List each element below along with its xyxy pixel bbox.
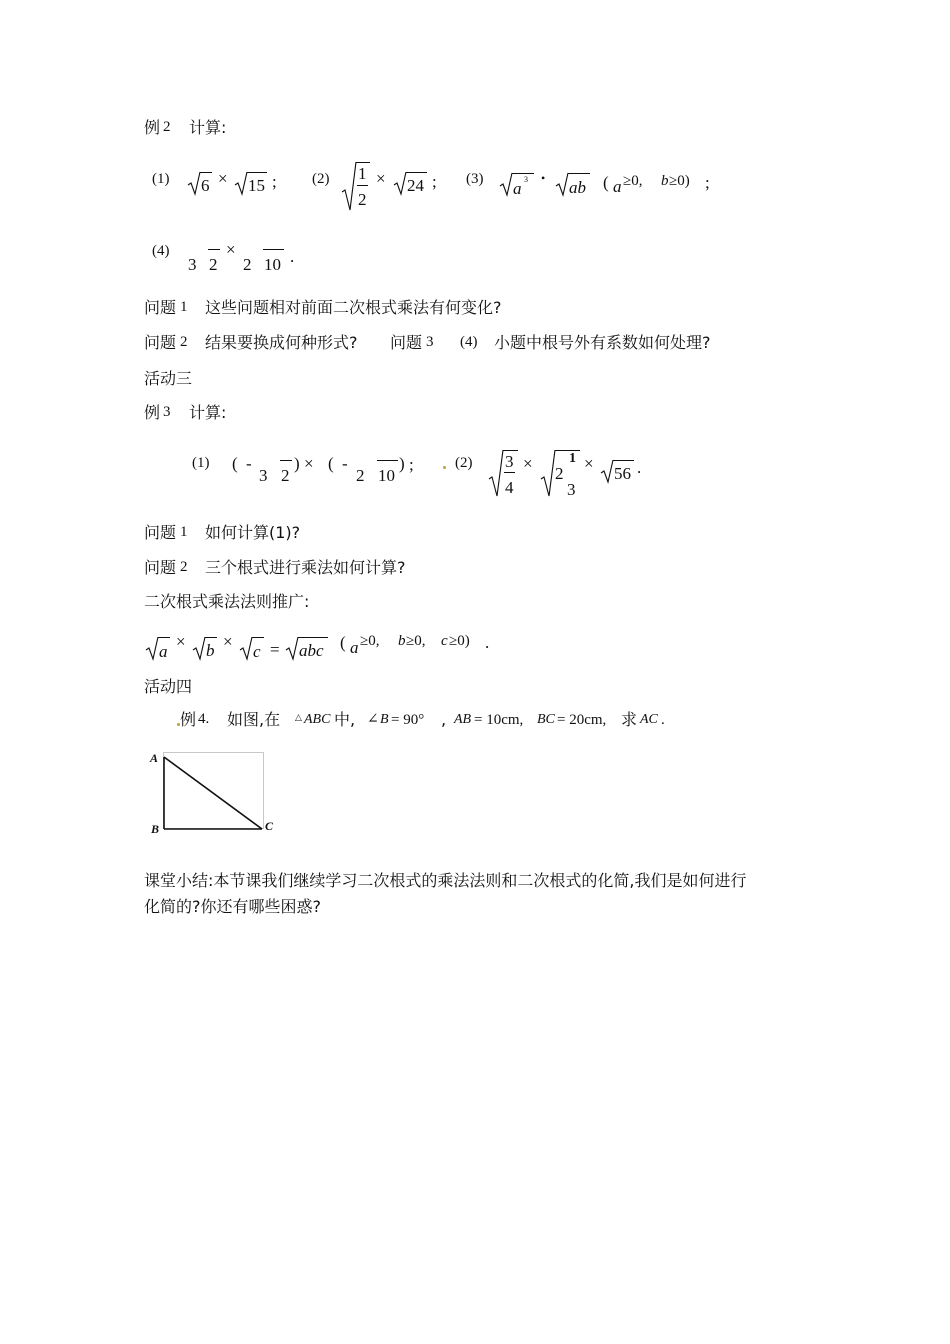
vinculum — [503, 450, 518, 451]
condition-var: b — [661, 173, 669, 189]
segment-value: = 20cm, — [557, 712, 607, 728]
problem-number: (3) — [466, 171, 484, 187]
example-title: 计算: — [189, 403, 227, 422]
vinculum — [158, 637, 170, 638]
question-text: 结果要换成何种形式? — [205, 333, 358, 352]
question-label: 问题 — [144, 298, 177, 317]
segment-name: BC — [537, 712, 555, 727]
condition-text: ≥0, — [623, 173, 643, 189]
radicand: 24 — [407, 176, 424, 195]
fraction-numerator: 3 — [505, 452, 514, 471]
comma: , — [441, 710, 447, 729]
radical-sign-icon — [394, 172, 408, 196]
fraction-bar — [504, 472, 515, 473]
times-symbol: × — [223, 632, 233, 651]
activity-3-heading: 活动三 — [144, 369, 193, 388]
example-label: 例 — [144, 118, 161, 137]
radicand: c — [253, 642, 261, 661]
problem-number: (1) — [192, 455, 210, 471]
radical-sign-icon — [188, 172, 202, 196]
example-number: 3 — [163, 404, 171, 420]
radicand: 6 — [201, 176, 210, 195]
question-text: 三个根式进行乘法如何计算? — [205, 558, 406, 577]
separator: ; — [705, 173, 710, 192]
segment-name: AC — [640, 712, 658, 727]
question-number: 2 — [180, 334, 188, 350]
radicand: a — [513, 179, 522, 198]
condition-var: c — [441, 633, 448, 649]
problem-number: (2) — [312, 171, 330, 187]
multiply-dot: • — [541, 171, 546, 185]
fraction-bar — [357, 185, 368, 186]
times-symbol: × — [226, 240, 236, 259]
times-symbol: × — [218, 169, 228, 188]
coefficient: 2 — [356, 466, 365, 485]
condition-var: a — [613, 177, 622, 196]
condition-text: ≥0) — [449, 633, 470, 649]
question-number: 1 — [180, 524, 188, 540]
minus-sign: - — [246, 454, 252, 473]
vinculum — [252, 637, 264, 638]
segment-name: AB — [454, 712, 472, 727]
radicand: ab — [569, 178, 586, 197]
question-text: 如何计算(1)? — [205, 523, 301, 542]
radicand: 2 — [209, 255, 218, 274]
vertex-label-a: A — [150, 751, 159, 765]
separator: ; — [272, 172, 277, 191]
example-label: 例 — [144, 403, 161, 422]
angle-vertex: B — [380, 712, 389, 727]
vinculum — [247, 172, 267, 173]
condition-paren: ( — [603, 173, 609, 192]
example-number: 4. — [198, 711, 210, 727]
angle-value: = 90° — [391, 712, 425, 728]
generalization-title: 二次根式乘法法则推广: — [144, 592, 310, 611]
condition-var: a — [350, 638, 359, 657]
vinculum — [377, 460, 398, 461]
times-symbol: × — [523, 454, 533, 473]
example-text: 如图,在 — [227, 710, 281, 729]
radical-sign-icon — [489, 450, 505, 498]
vertex-label-b: B — [151, 822, 160, 836]
angle-symbol: ∠ — [367, 712, 379, 727]
vinculum — [568, 173, 590, 174]
radical-sign-icon — [235, 172, 249, 196]
radical-sign-icon — [146, 637, 160, 661]
paren: ( — [328, 454, 334, 473]
end-period: . — [290, 247, 295, 266]
exponent: 3 — [524, 175, 528, 184]
ink-dot — [443, 466, 446, 469]
triangle-name: ABC — [304, 712, 331, 727]
question-label: 问题 — [390, 333, 423, 352]
radical-sign-icon — [500, 173, 514, 197]
radical-sign-icon — [556, 173, 570, 197]
segment-value: = 10cm, — [474, 712, 524, 728]
vinculum — [200, 172, 212, 173]
fraction-numerator: 1 — [569, 451, 576, 466]
vinculum — [406, 172, 427, 173]
radical-sign-icon — [601, 460, 615, 484]
vinculum — [512, 173, 534, 174]
vinculum — [298, 637, 328, 638]
radicand: 56 — [614, 464, 631, 483]
radicand: 10 — [378, 466, 395, 485]
radical-sign-icon — [193, 637, 207, 661]
radicand: 15 — [248, 176, 265, 195]
radicand: abc — [299, 641, 324, 660]
condition-text: ≥0) — [669, 173, 690, 189]
condition-paren: ( — [340, 633, 346, 652]
fraction-numerator: 1 — [358, 164, 367, 183]
vinculum — [208, 249, 220, 250]
equals-sign: = — [270, 640, 280, 659]
vinculum — [280, 460, 292, 461]
question-paren: (4) — [460, 334, 478, 350]
coefficient: 3 — [188, 255, 197, 274]
triangle-diagram — [145, 745, 285, 837]
times-symbol: × — [176, 632, 186, 651]
end-period: . — [485, 633, 490, 652]
summary-line-1: 课堂小结:本节课我们继续学习二次根式的乘法法则和二次根式的化简,我们是如何进行 — [144, 871, 747, 890]
coefficient: 2 — [243, 255, 252, 274]
times-symbol: × — [304, 454, 314, 473]
question-label: 问题 — [144, 558, 177, 577]
question-text: 这些问题相对前面二次根式乘法有何变化? — [205, 298, 502, 317]
paren: ( — [232, 454, 238, 473]
vinculum — [356, 162, 370, 163]
vinculum — [613, 460, 634, 461]
question-number: 1 — [180, 299, 188, 315]
times-symbol: × — [584, 454, 594, 473]
fraction-denominator: 4 — [505, 478, 514, 497]
radicand: 2 — [281, 466, 290, 485]
radicand: 10 — [264, 255, 281, 274]
example-number: 2 — [163, 119, 171, 135]
triangle-symbol: △ — [295, 712, 302, 722]
end-period: . — [661, 712, 665, 728]
fraction-denominator: 3 — [567, 480, 576, 499]
question-number: 3 — [426, 334, 434, 350]
radical-sign-icon — [240, 637, 254, 661]
vertex-label-c: C — [265, 819, 274, 833]
question-number: 2 — [180, 559, 188, 575]
problem-number: (2) — [455, 455, 473, 471]
example-text: 求 — [621, 710, 638, 729]
separator: ; — [409, 455, 414, 474]
question-label: 问题 — [144, 523, 177, 542]
paren: ) — [399, 454, 405, 473]
summary-line-2: 化简的?你还有哪些困惑? — [144, 897, 321, 916]
problem-number: (4) — [152, 243, 170, 259]
separator: ; — [432, 172, 437, 191]
example-title: 计算: — [189, 118, 227, 137]
vinculum — [555, 450, 580, 451]
activity-4-heading: 活动四 — [144, 677, 193, 696]
radicand: b — [206, 641, 215, 660]
mixed-whole: 2 — [555, 464, 564, 483]
condition-text: ≥0, — [360, 633, 380, 649]
problem-number: (1) — [152, 171, 170, 187]
vinculum — [263, 249, 284, 250]
times-symbol: × — [376, 169, 386, 188]
example-text: 中, — [334, 710, 356, 729]
radical-sign-icon — [286, 637, 300, 661]
radicand: a — [159, 642, 168, 661]
condition-var: b — [398, 633, 406, 649]
paren: ) — [294, 454, 300, 473]
vinculum — [205, 637, 217, 638]
question-label: 问题 — [144, 333, 177, 352]
minus-sign: - — [342, 454, 348, 473]
radical-sign-icon — [342, 162, 358, 212]
end-period: . — [637, 458, 642, 477]
condition-text: ≥0, — [406, 633, 426, 649]
example-label: 例 — [180, 710, 197, 729]
coefficient: 3 — [259, 466, 268, 485]
question-text: 小题中根号外有系数如何处理? — [494, 333, 711, 352]
fraction-denominator: 2 — [358, 190, 367, 209]
